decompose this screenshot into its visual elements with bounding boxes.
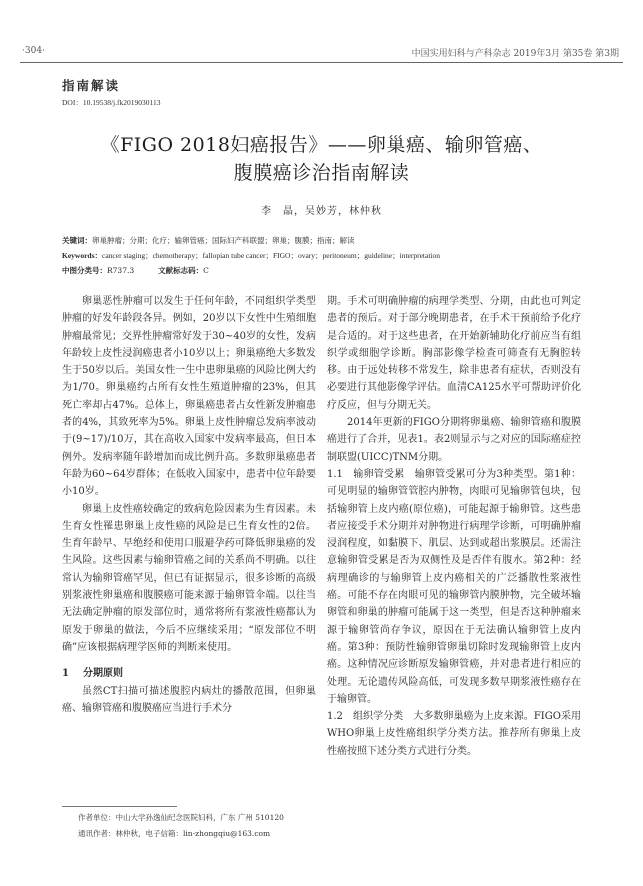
doc-code-label: 文献标志码： <box>158 266 204 275</box>
authors: 李 晶，吴妙芳，林仲秋 <box>261 206 382 217</box>
section-heading <box>62 665 316 682</box>
header-rule <box>20 62 623 63</box>
footnote-rule <box>62 806 177 807</box>
keywords-cn-label: 关键词： <box>62 236 92 245</box>
paragraph: 期。手术可明确肿瘤的病理学类型、分期，由此也可判定患者的预后。对于部分晚期患者，在手术干预前给予化疗是合适的。对于这些患者，在开始新辅助化疗前应当有组织学或细胞学诊断。胸部影像学检查可筛查有无胸腔转移。由于远处转移不常发生，除非患者有症状，否则没有必要进行其他影像学评估。血清CA125水平可帮助评价化疗反应，但与分期无关。 <box>327 296 581 411</box>
class-value: R737.3 <box>107 266 135 275</box>
class-label: 中图分类号： <box>62 266 107 275</box>
keywords-en-label: Keywords： <box>62 251 102 260</box>
article-title-line-2: 腹膜癌诊治指南解读 <box>233 162 410 184</box>
body-column-right <box>327 293 581 760</box>
column-label: 指南解读 <box>62 78 121 93</box>
body-column-left <box>62 293 316 717</box>
page-number: ·304· <box>22 46 45 56</box>
section-title: 分期原则 <box>82 668 123 680</box>
footnote-corresponding-author: 通讯作者：林仲秋，电子信箱：lin-zhongqiu@163.com <box>78 829 271 838</box>
subsection-paragraph: 1.2 组织学分类 大多数卵巢癌为上皮来源。FIGO采用WHO卵巢上皮性癌组织学分类方法。推荐所有卵巢上皮性癌按照下述分类方式进行分类。 <box>327 711 581 757</box>
keywords-cn <box>62 234 602 247</box>
classification-line <box>62 264 602 277</box>
article-title-line-1: 《FIGO 2018妇癌报告》——卵巢癌、输卵管癌、 <box>100 134 543 156</box>
paragraph: 2014年更新的FIGO分期将卵巢癌、输卵管癌和腹膜癌进行了合并，见表1。表2则显示与之对应的国际癌症控制联盟(UICC)TNM分期。 <box>327 417 581 463</box>
keywords-en <box>62 249 602 262</box>
paragraph: 虽然CT扫描可描述腹腔内病灶的播散范围，但卵巢癌、输卵管癌和腹膜癌应当进行手术分 <box>62 685 316 714</box>
paragraph: 卵巢恶性肿瘤可以发生于任何年龄，不同组织学类型肿瘤的好发年龄段各异。例如，20岁以下女性中生殖细胞肿瘤最常见；交界性肿瘤常好发于30~40岁的女性，发病年龄较上皮性浸润癌患者小10岁以上；卵巢癌绝大多数发生于50岁以后。美国女性一生中患卵巢癌的风险比例大约为1/70。卵巢癌约占所有女性生殖道肿瘤的23%，但其死亡率却占47%。总体上，卵巢癌患者占女性新发肿瘤患者的4%，其致死率为5%。卵巢上皮性肿瘤总发病率波动于(9~17)/10万，其在高收入国家中发病率最高，但日本例外。发病率随年龄增加而成比例升高。多数卵巢癌患者年龄为60~64岁群体；在低收入国家中，患者中位年龄要小10岁。 <box>62 296 316 498</box>
keywords-en-text: cancer staging；chemotherapy；fallopian tube cancer；FIGO；ovary；peritoneum；guideline；interpretation <box>102 251 441 260</box>
paragraph: 卵巢上皮性癌较确定的致病危险因素为生育因素。未生育女性罹患卵巢上皮性癌的风险是已生育女性的2倍。生育年龄早、早绝经和使用口服避孕药可降低卵巢癌的发生风险。这些因素与输卵管癌之间的关系尚不明确。以往常认为输卵管癌罕见，但已有证据显示，很多诊断的高级别浆液性卵巢癌和腹膜癌可能来源于输卵管伞端。以往当无法确定肿瘤的原发部位时，通常将所有浆液性癌都认为原发于卵巢的做法，今后不应继续采用；“原发部位不明确”应该根据病理学医师的判断来使用。 <box>62 503 316 653</box>
footnote-affiliation: 作者单位：中山大学孙逸仙纪念医院妇科，广东 广州 510120 <box>78 813 284 822</box>
keywords-cn-text: 卵巢肿瘤；分期；化疗；输卵管癌；国际妇产科联盟；卵巢；腹膜；指南；解读 <box>92 236 355 245</box>
running-header: 中国实用妇科与产科杂志 2019年3月 第35卷 第3期 <box>411 49 619 59</box>
section-number: 1 <box>62 668 69 680</box>
subsection-paragraph: 1.1 输卵管受累 输卵管受累可分为3种类型。第1种：可见明显的输卵管管腔内肿物，肉眼可见输卵管包块，包括输卵管上皮内癌(原位癌)，可能起源于输卵管。这些患者应接受手术分期并对肿物进行病理学诊断，可明确肿瘤浸润程度，如黏膜下、肌层、达到或超出浆膜层。还需注意输卵管受累是否为双侧性及是否伴有腹水。第2种：经病理确诊的与输卵管上皮内癌相关的广泛播散性浆液性癌。可能不存在肉眼可见的输卵管内膜肿物，完全破坏输卵管和卵巢的肿瘤可能属于这一类型，但是否这种肿瘤来源于输卵管尚存争议，原因在于无法确认输卵管上皮内癌。第3种：预防性输卵管卵巢切除时发现输卵管上皮内癌。这种情况应诊断原发输卵管癌，并对患者进行相应的处理。无论遗传风险高低，可发现多数早期浆液性癌存在于输卵管。 <box>327 468 581 705</box>
doc-code-value: C <box>203 266 209 275</box>
doi: DOI：10.19538/j.fk2019030113 <box>62 98 161 107</box>
